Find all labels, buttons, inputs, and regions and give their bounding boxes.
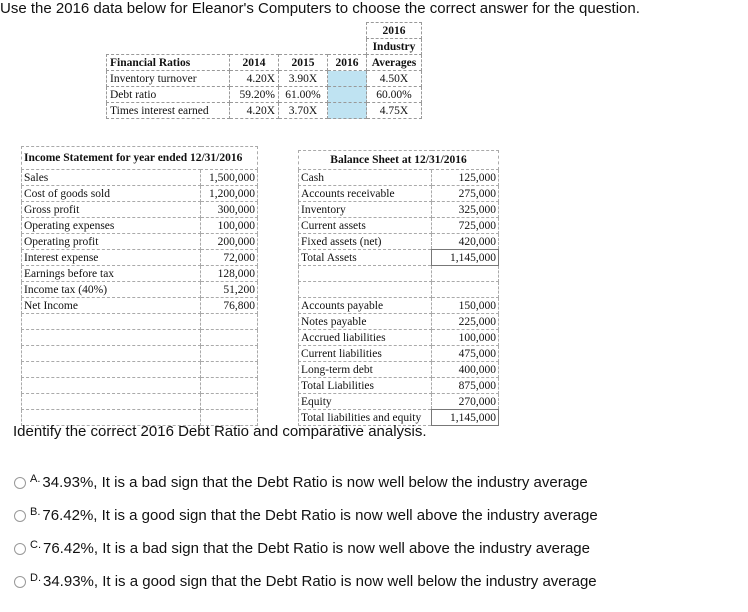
table-row (299, 314, 499, 330)
empty-cell (22, 346, 201, 362)
balance-label: Notes payable (299, 314, 432, 330)
income-value: 300,000 (201, 202, 258, 218)
income-value: 100,000 (201, 218, 258, 234)
table-row (22, 282, 258, 298)
balance-label: Accrued liabilities (299, 330, 432, 346)
table-row (299, 186, 499, 202)
balance-value: 150,000 (432, 298, 499, 314)
income-value: 200,000 (201, 234, 258, 250)
ratio-2014: 4.20X (230, 103, 279, 119)
radio-button[interactable] (14, 510, 26, 522)
ratio-average: 4.50X (367, 71, 422, 87)
income-label: Gross profit (22, 202, 201, 218)
table-row (299, 346, 499, 362)
option-letter: C. (30, 538, 41, 551)
empty-cell (22, 378, 201, 394)
ratio-average: 60.00% (367, 87, 422, 103)
income-value: 72,000 (201, 250, 258, 266)
empty-cell (201, 394, 258, 410)
balance-label: Total Liabilities (299, 378, 432, 394)
table-row (299, 202, 499, 218)
ratio-label: Times interest earned (107, 103, 230, 119)
income-statement-table (21, 146, 258, 426)
ratio-2016-blank (328, 87, 367, 103)
balance-sheet-title: Balance Sheet at 12/31/2016 (299, 151, 499, 170)
table-row (299, 250, 499, 266)
income-value: 1,500,000 (201, 170, 258, 186)
empty-cell (201, 346, 258, 362)
financial-ratios-table (106, 22, 422, 119)
income-label: Sales (22, 170, 201, 186)
balance-value: 270,000 (432, 394, 499, 410)
option-text: 34.93%, It is a bad sign that the Debt Ratio is now well below the industry average (42, 474, 588, 491)
balance-label: Accounts receivable (299, 186, 432, 202)
ratio-2014: 59.20% (230, 87, 279, 103)
income-label: Income tax (40%) (22, 282, 201, 298)
table-row (22, 266, 258, 282)
option-d[interactable] (14, 565, 598, 598)
balance-value: 1,145,000 (432, 250, 499, 266)
table-row (299, 378, 499, 394)
balance-label: Fixed assets (net) (299, 234, 432, 250)
balance-value: 275,000 (432, 186, 499, 202)
empty-cell (22, 330, 201, 346)
empty-cell (432, 282, 499, 298)
income-label: Earnings before tax (22, 266, 201, 282)
balance-label: Inventory (299, 202, 432, 218)
col-2016: 2016 (328, 55, 367, 71)
ratios-title: Financial Ratios (107, 55, 230, 71)
table-row (299, 218, 499, 234)
industry-header-label: Industry (367, 39, 422, 55)
question-text: Identify the correct 2016 Debt Ratio and comparative analysis. (13, 423, 427, 440)
table-row (299, 330, 499, 346)
balance-value: 725,000 (432, 218, 499, 234)
empty-cell (22, 314, 201, 330)
empty-cell (299, 266, 432, 282)
income-value: 128,000 (201, 266, 258, 282)
table-row (22, 186, 258, 202)
table-row (22, 218, 258, 234)
ratio-2016-blank (328, 71, 367, 87)
income-value: 1,200,000 (201, 186, 258, 202)
radio-button[interactable] (14, 477, 26, 489)
radio-button[interactable] (14, 543, 26, 555)
income-label: Operating expenses (22, 218, 201, 234)
balance-sheet-table (298, 150, 499, 426)
empty-cell (22, 362, 201, 378)
income-value: 51,200 (201, 282, 258, 298)
balance-value: 420,000 (432, 234, 499, 250)
ratio-row (107, 103, 422, 119)
option-b[interactable] (14, 499, 598, 532)
balance-label: Accounts payable (299, 298, 432, 314)
income-label: Operating profit (22, 234, 201, 250)
col-averages: Averages (367, 55, 422, 71)
ratio-2014: 4.20X (230, 71, 279, 87)
option-letter: B. (30, 505, 41, 518)
radio-button[interactable] (14, 576, 26, 588)
balance-label: Cash (299, 170, 432, 186)
income-label: Cost of goods sold (22, 186, 201, 202)
balance-label: Total liabilities and equity (299, 410, 432, 426)
empty-cell (299, 282, 432, 298)
option-letter: A. (30, 472, 41, 485)
option-text: 34.93%, It is a good sign that the Debt Ratio is now well below the industry average (43, 573, 597, 590)
table-row (299, 298, 499, 314)
balance-value: 400,000 (432, 362, 499, 378)
balance-label: Equity (299, 394, 432, 410)
ratio-label: Inventory turnover (107, 71, 230, 87)
balance-label: Current liabilities (299, 346, 432, 362)
table-row (299, 394, 499, 410)
balance-label: Long-term debt (299, 362, 432, 378)
option-c[interactable] (14, 532, 598, 565)
instruction-text: Use the 2016 data below for Eleanor's Computers to choose the correct answer for the question. (0, 0, 640, 17)
table-row (22, 250, 258, 266)
balance-value: 875,000 (432, 378, 499, 394)
balance-value: 225,000 (432, 314, 499, 330)
ratio-2015: 3.70X (279, 103, 328, 119)
table-row (22, 234, 258, 250)
table-row (22, 298, 258, 314)
col-2014: 2014 (230, 55, 279, 71)
option-text: 76.42%, It is a bad sign that the Debt Ratio is now well above the industry average (43, 540, 590, 557)
ratio-2015: 61.00% (279, 87, 328, 103)
balance-value: 475,000 (432, 346, 499, 362)
ratio-2015: 3.90X (279, 71, 328, 87)
empty-cell (201, 330, 258, 346)
empty-cell (22, 394, 201, 410)
table-row (22, 202, 258, 218)
empty-cell (201, 378, 258, 394)
income-statement-title: Income Statement for year ended 12/31/2016 (22, 147, 258, 170)
ratio-row (107, 87, 422, 103)
table-row (299, 234, 499, 250)
empty-cell (201, 314, 258, 330)
option-text: 76.42%, It is a good sign that the Debt Ratio is now well above the industry average (42, 507, 598, 524)
ratio-average: 4.75X (367, 103, 422, 119)
balance-value: 1,145,000 (432, 410, 499, 426)
empty-cell (432, 266, 499, 282)
table-row (299, 362, 499, 378)
option-a[interactable] (14, 466, 598, 499)
income-value: 76,800 (201, 298, 258, 314)
balance-value: 100,000 (432, 330, 499, 346)
empty-cell (201, 362, 258, 378)
col-2015: 2015 (279, 55, 328, 71)
income-label: Net Income (22, 298, 201, 314)
ratio-2016-blank (328, 103, 367, 119)
answer-options (14, 466, 598, 598)
table-row (299, 170, 499, 186)
income-label: Interest expense (22, 250, 201, 266)
balance-label: Current assets (299, 218, 432, 234)
balance-value: 325,000 (432, 202, 499, 218)
option-letter: D. (30, 571, 41, 584)
ratio-row (107, 71, 422, 87)
table-row (22, 170, 258, 186)
balance-value: 125,000 (432, 170, 499, 186)
industry-header-year: 2016 (367, 23, 422, 39)
ratio-label: Debt ratio (107, 87, 230, 103)
balance-label: Total Assets (299, 250, 432, 266)
